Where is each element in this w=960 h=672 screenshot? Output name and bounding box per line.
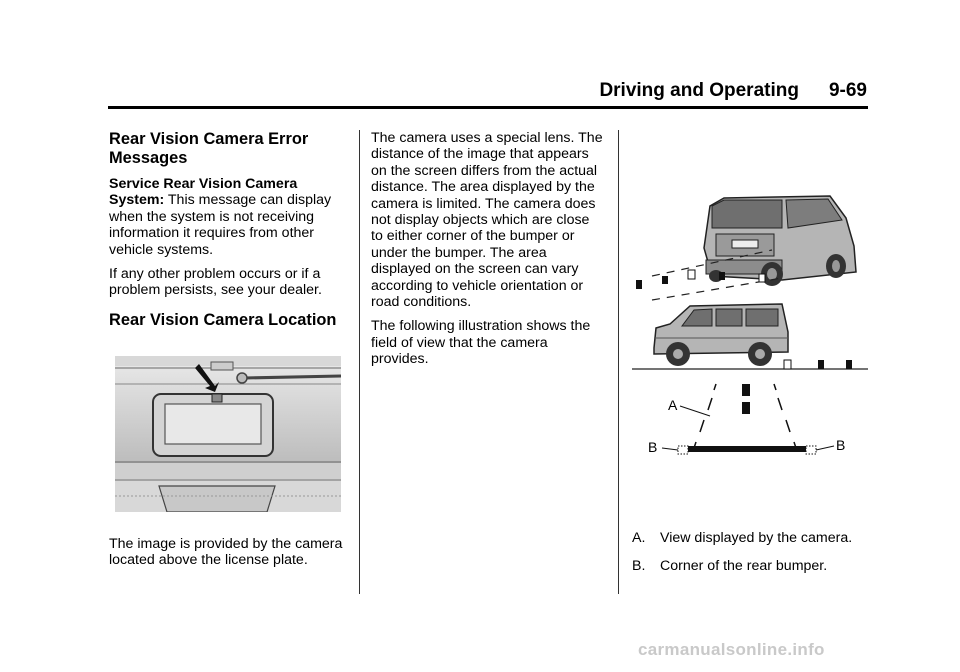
camera-location-figure [115,356,341,512]
label-b-right: B [836,437,846,453]
label-a: A [668,397,678,413]
suv-perspective-icon [704,196,856,286]
column-divider-1 [359,130,360,594]
service-message-text: This message can display when the system is not receiving information it requires from other vehicle systems. [109,192,332,258]
caption-b [632,558,868,574]
suv-side-icon [654,304,788,366]
running-header [599,80,867,102]
term-service-camera: Service Rear Vision Camera System: [109,176,298,209]
caption-a-text: View displayed by the camera. [660,530,853,546]
label-b-left: B [648,439,658,455]
paragraph-camera-lens: The camera uses a special lens. The distance of the image that appears on the screen differs from the actual distance. The area displayed by the camera is limited. The camera does not display objects which are close to either corner of the bumper or under the bumper. The area displayed on the screen can vary according to vehicle orientation or road conditions. [371,130,603,311]
section-title: Driving and Operating [599,80,799,101]
heading-error-messages: Rear Vision Camera Error Messages [109,130,309,167]
column-1-bottom [109,536,347,577]
camera-icon [212,394,222,402]
watermark: carmanualsonline.info [638,640,825,659]
paragraph-image-provided: The image is provided by the camera located above the license plate. [109,536,343,569]
heading-camera-location: Rear Vision Camera Location [109,310,337,329]
field-of-view-figure [632,188,868,472]
header-rule [108,106,868,109]
paragraph-service-message [109,176,347,258]
figure-captions [632,530,868,587]
page-number: 9-69 [828,80,867,101]
column-1 [109,130,347,338]
caption-b-text: Corner of the rear bumper. [660,558,828,575]
caption-b-key: B. [632,558,646,575]
column-2 [371,130,603,376]
caption-a-key: A. [632,530,646,546]
caption-a [632,530,868,546]
liftgate-illustration [115,356,341,512]
paragraph-following-illustration: The following illustration shows the field of view that the camera provides. [371,318,591,368]
field-of-view-illustration [632,188,868,472]
paragraph-see-dealer: If any other problem occurs or if a problem persists, see your dealer. [109,266,322,299]
column-divider-2 [618,130,619,594]
